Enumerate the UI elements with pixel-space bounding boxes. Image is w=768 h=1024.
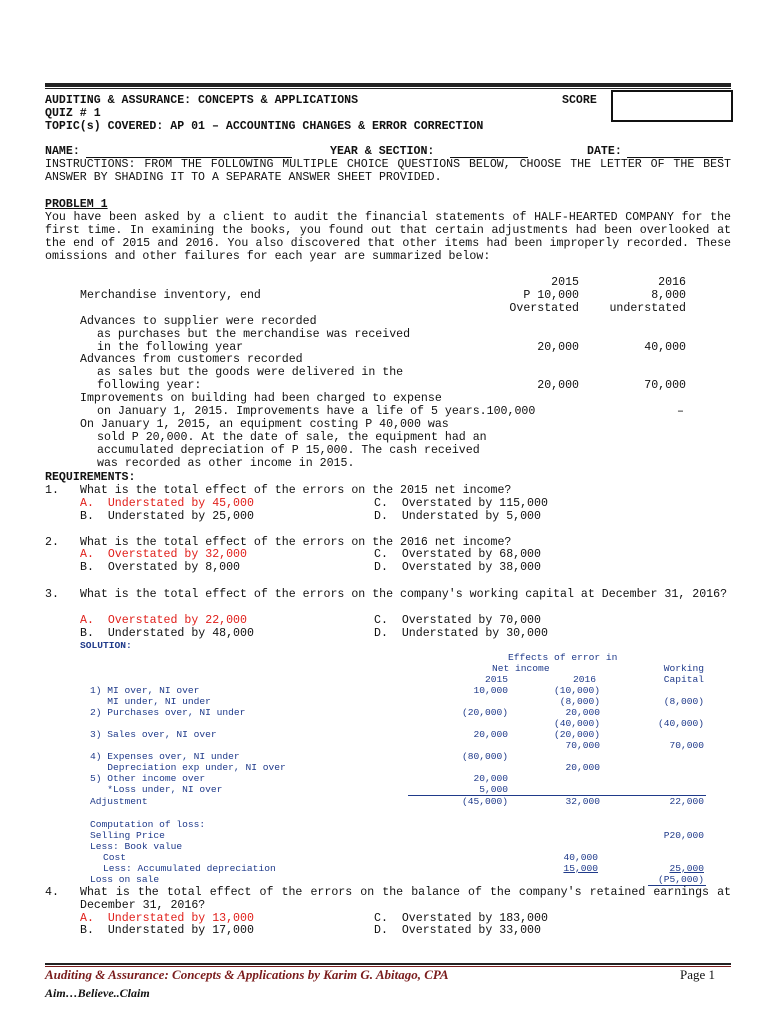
adv-cus-line3: following year: <box>97 379 202 392</box>
solution-adjustment-wc: 22,000 <box>669 796 704 807</box>
loss-selling-price: Selling Price <box>90 830 165 841</box>
date-label: DATE: <box>587 145 622 158</box>
adv-cus-line2: as sales but the goods were delivered in the <box>97 366 404 379</box>
mi-2016: 8,000 <box>651 289 686 302</box>
adv-cus-2015: 20,000 <box>537 379 579 392</box>
solution-row-2015: 20,000 <box>473 773 508 784</box>
adv-sup-2016: 40,000 <box>644 341 686 354</box>
solution-row-label: Depreciation exp under, NI over <box>90 762 286 773</box>
solution-row-2016: (10,000) <box>553 685 600 696</box>
q4-choice-d[interactable]: D. Overstated by 33,000 <box>374 924 541 937</box>
header-rule-thin <box>45 88 731 89</box>
q2-number: 2. <box>45 536 59 549</box>
problem-title: PROBLEM 1 <box>45 198 108 211</box>
page-number: Page 1 <box>680 967 716 982</box>
solution-row-2016: (20,000) <box>553 729 600 740</box>
solution-adjustment-2016: 32,000 <box>565 796 600 807</box>
solution-row-wc: (8,000) <box>663 696 704 707</box>
name-label: NAME: <box>45 145 80 158</box>
solution-row-label: 5) Other income over <box>90 773 206 784</box>
solution-row-label: 4) Expenses over, NI under <box>90 751 240 762</box>
q4-choice-a[interactable]: A. Understated by 13,000 <box>80 912 254 925</box>
solution-head-net-income: Net income <box>492 663 550 674</box>
loss-selling-price-value: P20,000 <box>663 830 704 841</box>
adv-sup-line1: Advances to supplier were recorded <box>80 315 317 328</box>
solution-adjustment-label: Adjustment <box>90 796 148 807</box>
q1-choice-c[interactable]: C. Overstated by 115,000 <box>374 497 548 510</box>
mi-2015: P 10,000 <box>523 289 579 302</box>
loss-cost: Cost <box>103 852 127 863</box>
solution-head-working: Working <box>663 663 704 674</box>
footer-motto: Aim…Believe..Claim <box>45 986 150 1000</box>
loss-accum-dep-value: 15,000 <box>563 863 598 874</box>
q1-choice-d[interactable]: D. Understated by 5,000 <box>374 510 541 523</box>
loss-less-accum-dep: Less: Accumulated depreciation <box>103 863 276 874</box>
solution-adjustment-2015: (45,000) <box>461 796 508 807</box>
quiz-number: QUIZ # 1 <box>45 107 101 120</box>
solution-row-2015: (20,000) <box>461 707 508 718</box>
solution-row-2015: 5,000 <box>479 784 508 795</box>
q1-number: 1. <box>45 484 59 497</box>
q4-number: 4. <box>45 886 59 899</box>
problem-intro: You have been asked by a client to audit the financial statements of HALF-HEARTED COMPANY for the first time. In examining the books, you found out that certain adjustments had been overlooked at the end of 2015 and 2016. You also discovered that other items had been improperly recorded. These omissions and other failures for each year are summarized below: <box>45 211 731 263</box>
q3-choice-a[interactable]: A. Overstated by 22,000 <box>80 614 247 627</box>
q3-choice-b[interactable]: B. Understated by 48,000 <box>80 627 254 640</box>
solution-row-2016: 70,000 <box>565 740 600 751</box>
imp-line1: Improvements on building had been charged to expense <box>80 392 442 405</box>
q4-text: What is the total effect of the errors on the balance of the company's retained earnings at December 31, 2016? <box>80 886 731 912</box>
mi-label: Merchandise inventory, end <box>80 289 261 302</box>
q3-choice-d[interactable]: D. Understated by 30,000 <box>374 627 548 640</box>
col-2016-header: 2016 <box>658 276 686 289</box>
q3-number: 3. <box>45 588 59 601</box>
q1-text: What is the total effect of the errors on the 2015 net income? <box>80 484 512 497</box>
solution-head-effects: Effects of error in <box>508 652 618 663</box>
instructions: INSTRUCTIONS: FROM THE FOLLOWING MULTIPLE CHOICE QUESTIONS BELOW, CHOOSE THE LETTER OF THE BEST ANSWER BY SHADING IT TO A SEPARATE ANSWER SHEET PROVIDED. <box>45 158 731 184</box>
eq-line4: was recorded as other income in 2015. <box>97 457 355 470</box>
solution-row-2016: (40,000) <box>553 718 600 729</box>
solution-label: SOLUTION: <box>80 640 132 651</box>
q3-choice-c[interactable]: C. Overstated by 70,000 <box>374 614 541 627</box>
q1-choice-a[interactable]: A. Understated by 45,000 <box>80 497 254 510</box>
q4-choice-b[interactable]: B. Understated by 17,000 <box>80 924 254 937</box>
solution-row-2015: 10,000 <box>473 685 508 696</box>
loss-cost-value: 40,000 <box>563 852 598 863</box>
mi-2016-note: understated <box>609 302 686 315</box>
solution-head-2016: 2016 <box>572 674 596 685</box>
loss-on-sale-value: (P5,000) <box>657 874 704 885</box>
footer-rule <box>45 963 731 965</box>
loss-title: Computation of loss: <box>90 819 206 830</box>
solution-row-2016: 20,000 <box>565 707 600 718</box>
col-2015-header: 2015 <box>551 276 579 289</box>
adv-sup-2015: 20,000 <box>537 341 579 354</box>
solution-row-2016: (8,000) <box>559 696 600 707</box>
imp-2016: – <box>677 405 684 418</box>
year-section-label: YEAR & SECTION: <box>330 145 435 158</box>
mi-2015-note: Overstated <box>509 302 579 315</box>
solution-row-label: 2) Purchases over, NI under <box>90 707 246 718</box>
eq-line3: accumulated depreciation of P 15,000. The cash received <box>97 444 480 457</box>
adv-cus-line1: Advances from customers recorded <box>80 353 303 366</box>
q2-choice-a[interactable]: A. Overstated by 32,000 <box>80 548 247 561</box>
course-title: AUDITING & ASSURANCE: CONCEPTS & APPLICATIONS <box>45 94 359 107</box>
solution-head-capital: Capital <box>663 674 704 685</box>
requirements-label: REQUIREMENTS: <box>45 471 136 484</box>
header-rule-thick <box>45 83 731 87</box>
solution-row-wc: (40,000) <box>657 718 704 729</box>
solution-row-2015: (80,000) <box>461 751 508 762</box>
adv-sup-line3: in the following year <box>97 341 244 354</box>
loss-less-book-value: Less: Book value <box>90 841 183 852</box>
adv-cus-2016: 70,000 <box>644 379 686 392</box>
topic-covered: TOPIC(s) COVERED: AP 01 – ACCOUNTING CHANGES & ERROR CORRECTION <box>45 120 484 133</box>
q1-choice-b[interactable]: B. Understated by 25,000 <box>80 510 254 523</box>
solution-row-2016: 20,000 <box>565 762 600 773</box>
score-label: SCORE <box>562 94 597 107</box>
q2-choice-d[interactable]: D. Overstated by 38,000 <box>374 561 541 574</box>
solution-head-2015: 2015 <box>484 674 508 685</box>
eq-line1: On January 1, 2015, an equipment costing P 40,000 was <box>80 418 449 431</box>
q4-choice-c[interactable]: C. Overstated by 183,000 <box>374 912 548 925</box>
solution-row-label: *Loss under, NI over <box>90 784 223 795</box>
q3-text: What is the total effect of the errors on the company's working capital at December 31, 2016? <box>80 588 728 601</box>
footer-credit: Auditing & Assurance: Concepts & Applications by Karim G. Abitago, CPA <box>45 967 449 982</box>
loss-on-sale-label: Loss on sale <box>90 874 160 885</box>
adv-sup-line2: as purchases but the merchandise was received <box>97 328 411 341</box>
loss-book-value: 25,000 <box>669 863 704 874</box>
score-box[interactable] <box>611 90 733 122</box>
q2-choice-b[interactable]: B. Overstated by 8,000 <box>80 561 241 574</box>
solution-row-2015: 20,000 <box>473 729 508 740</box>
solution-row-label: MI under, NI under <box>90 696 211 707</box>
eq-line2: sold P 20,000. At the date of sale, the equipment had an <box>97 431 487 444</box>
q2-text: What is the total effect of the errors on the 2016 net income? <box>80 536 512 549</box>
solution-row-label: 3) Sales over, NI over <box>90 729 217 740</box>
solution-row-wc: 70,000 <box>669 740 704 751</box>
solution-row-label: 1) MI over, NI over <box>90 685 200 696</box>
imp-line2: on January 1, 2015. Improvements have a life of 5 years.100,000 <box>97 405 536 418</box>
q2-choice-c[interactable]: C. Overstated by 68,000 <box>374 548 541 561</box>
